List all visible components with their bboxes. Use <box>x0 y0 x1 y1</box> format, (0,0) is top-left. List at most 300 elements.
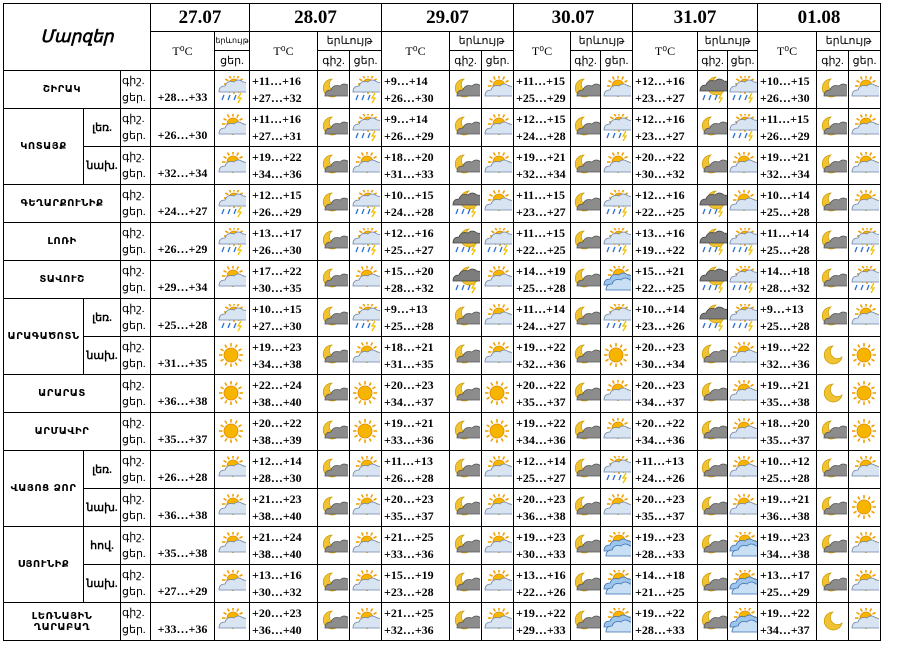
moon-cloud-icon <box>318 337 350 375</box>
weather-header: երևույթ <box>450 32 514 51</box>
sun-cloud-icon <box>849 527 881 565</box>
moon-cloud-icon <box>318 413 350 451</box>
moon-cloud-icon <box>450 299 482 337</box>
sun-cloud-rain-icon <box>849 261 881 299</box>
cloud-rain-icon <box>698 299 728 337</box>
temperature-range: +20…+23 +36…+38 <box>514 489 571 527</box>
sun-cloud-blue-icon <box>728 603 758 641</box>
moon-cloud-icon <box>817 489 849 527</box>
sun-cloud-rain-icon <box>215 185 250 223</box>
temperature-range: +20…+23 +30…+34 <box>633 337 698 375</box>
temperature-range: +19…+21 +32…+34 <box>514 147 571 185</box>
cloud-rain-icon <box>698 223 728 261</box>
region-name: ԱՐԱՐԱՏ <box>4 375 121 413</box>
night-day-labels: գիշ. ցեր. <box>121 565 151 603</box>
sun-icon <box>215 337 250 375</box>
moon-cloud-icon <box>571 489 601 527</box>
moon-cloud-icon <box>817 185 849 223</box>
sun-cloud-icon <box>849 71 881 109</box>
moon-cloud-icon <box>571 223 601 261</box>
sun-cloud-rain-icon <box>350 109 382 147</box>
sun-cloud-icon <box>601 489 633 527</box>
region-name: ՎԱՅՈՑ ՁՈՐ <box>4 451 84 527</box>
cloud-rain-icon <box>698 185 728 223</box>
day-header: ցեր. <box>350 50 382 70</box>
temp-header: T⁰C <box>514 32 571 71</box>
temperature-range: +12…+16 +25…+27 <box>382 223 450 261</box>
temperature-range: +11…+15 +23…+27 <box>514 185 571 223</box>
temperature-range: +11…+14 +24…+27 <box>514 299 571 337</box>
night-day-labels: գիշ. ցեր. <box>121 489 151 527</box>
moon-icon <box>817 603 849 641</box>
sun-cloud-rain-icon <box>849 223 881 261</box>
cloud-rain-icon <box>698 71 728 109</box>
moon-cloud-icon <box>817 527 849 565</box>
subregion-label: նախ. <box>84 565 121 603</box>
night-day-labels: գիշ. ցեր. <box>121 109 151 147</box>
cloud-rain-icon <box>698 261 728 299</box>
night-header: գիշ. <box>698 50 728 70</box>
temperature-range: +10…+15 +27…+30 <box>250 299 318 337</box>
moon-cloud-icon <box>571 299 601 337</box>
temperature-27: +24…+27 <box>151 185 215 223</box>
sun-cloud-blue-icon <box>601 261 633 299</box>
sun-cloud-rain-icon <box>215 299 250 337</box>
temperature-range: +15…+21 +22…+25 <box>633 261 698 299</box>
sun-cloud-icon <box>215 109 250 147</box>
temperature-range: +17…+22 +30…+35 <box>250 261 318 299</box>
sun-cloud-rain-icon <box>728 261 758 299</box>
moon-cloud-icon <box>318 489 350 527</box>
region-name: ԼԵՌՆԱՅԻՆ ՂԱՐԱԲԱՂ <box>4 603 121 641</box>
temperature-range: +14…+18 +28…+32 <box>758 261 817 299</box>
temperature-range: +19…+22 +32…+36 <box>758 337 817 375</box>
night-day-labels: գիշ. ցեր. <box>121 299 151 337</box>
day-header: ցեր. <box>482 50 514 70</box>
moon-cloud-icon <box>450 375 482 413</box>
sun-cloud-icon <box>601 375 633 413</box>
subregion-label: նախ. <box>84 147 121 185</box>
sun-cloud-icon <box>215 527 250 565</box>
temperature-range: +20…+22 +34…+36 <box>633 413 698 451</box>
temperature-range: +20…+22 +30…+32 <box>633 147 698 185</box>
date-header: 29.07 <box>382 4 514 32</box>
sun-cloud-blue-icon <box>728 565 758 603</box>
sun-cloud-icon <box>482 527 514 565</box>
moon-cloud-icon <box>817 299 849 337</box>
sun-cloud-icon <box>215 565 250 603</box>
sun-cloud-rain-icon <box>350 71 382 109</box>
night-header: գիշ. <box>450 50 482 70</box>
temperature-range: +20…+23 +35…+37 <box>382 489 450 527</box>
sun-cloud-icon <box>849 451 881 489</box>
moon-cloud-icon <box>318 603 350 641</box>
moon-cloud-icon <box>817 71 849 109</box>
sun-cloud-rain-icon <box>482 223 514 261</box>
temp-header: T⁰C <box>758 32 817 71</box>
temperature-range: +9…+13 +25…+28 <box>758 299 817 337</box>
sun-cloud-icon <box>728 413 758 451</box>
moon-cloud-icon <box>571 185 601 223</box>
night-day-labels: գիշ. ցեր. <box>121 375 151 413</box>
temperature-range: +20…+23 +35…+37 <box>633 489 698 527</box>
moon-cloud-icon <box>817 109 849 147</box>
sun-cloud-icon <box>482 109 514 147</box>
weather-header: երևույթ <box>571 32 633 51</box>
temperature-27: +25…+28 <box>151 299 215 337</box>
temperature-range: +13…+16 +30…+32 <box>250 565 318 603</box>
sun-cloud-icon <box>728 489 758 527</box>
sun-cloud-icon <box>482 71 514 109</box>
karabakh-table <box>3 602 881 641</box>
night-header: գիշ. <box>817 50 849 70</box>
sun-cloud-icon <box>215 603 250 641</box>
region-name: ԳԵՂԱՐՔՈՒՆԻՔ <box>4 185 121 223</box>
sun-cloud-icon <box>728 375 758 413</box>
sun-cloud-icon <box>728 337 758 375</box>
temperature-range: +11…+15 +22…+25 <box>514 223 571 261</box>
sun-icon <box>849 337 881 375</box>
sun-cloud-icon <box>849 147 881 185</box>
sun-cloud-rain-icon <box>728 299 758 337</box>
sun-cloud-rain-icon <box>601 223 633 261</box>
moon-cloud-icon <box>450 109 482 147</box>
sun-cloud-rain-icon <box>601 185 633 223</box>
temperature-range: +21…+24 +38…+40 <box>250 527 318 565</box>
sun-cloud-rain-icon <box>601 109 633 147</box>
sun-cloud-icon <box>482 451 514 489</box>
temp-header: T⁰C <box>151 32 215 71</box>
moon-cloud-icon <box>318 109 350 147</box>
sun-cloud-rain-icon <box>350 299 382 337</box>
temperature-range: +11…+16 +27…+32 <box>250 71 318 109</box>
moon-cloud-icon <box>698 413 728 451</box>
temperature-range: +11…+16 +27…+31 <box>250 109 318 147</box>
temperature-range: +12…+15 +26…+29 <box>250 185 318 223</box>
temperature-range: +18…+20 +31…+33 <box>382 147 450 185</box>
night-day-labels: գիշ. ցեր. <box>121 527 151 565</box>
temperature-range: +19…+22 +28…+33 <box>633 603 698 641</box>
temperature-range: +19…+21 +36…+38 <box>758 489 817 527</box>
cloud-rain-icon <box>450 261 482 299</box>
subregion-label: լեռ. <box>84 451 121 489</box>
temperature-27: +29…+34 <box>151 261 215 299</box>
moon-cloud-icon <box>817 451 849 489</box>
sun-cloud-icon <box>215 451 250 489</box>
temperature-range: +22…+24 +38…+40 <box>250 375 318 413</box>
weather-header: երևույթ <box>817 32 881 51</box>
sun-cloud-icon <box>215 261 250 299</box>
date-header: 01.08 <box>758 4 881 32</box>
night-day-labels: գիշ. ցեր. <box>121 413 151 451</box>
sun-cloud-icon <box>728 147 758 185</box>
forecast-table <box>3 3 881 603</box>
sun-cloud-icon <box>482 185 514 223</box>
weather-header: երևույթ <box>318 32 382 51</box>
moon-cloud-icon <box>450 337 482 375</box>
sun-icon <box>482 375 514 413</box>
temperature-range: +11…+14 +25…+28 <box>758 223 817 261</box>
sun-cloud-icon <box>350 527 382 565</box>
moon-cloud-icon <box>571 337 601 375</box>
sun-icon <box>350 375 382 413</box>
temperature-range: +19…+23 +28…+33 <box>633 527 698 565</box>
temperature-range: +20…+23 +36…+40 <box>250 603 318 641</box>
moon-cloud-icon <box>450 413 482 451</box>
sun-cloud-icon <box>482 603 514 641</box>
temperature-27: +31…+35 <box>151 337 215 375</box>
weather-header: երևույթ <box>215 32 250 51</box>
date-header: 30.07 <box>514 4 633 32</box>
moon-cloud-icon <box>318 223 350 261</box>
sun-cloud-icon <box>482 261 514 299</box>
temperature-range: +12…+15 +24…+28 <box>514 109 571 147</box>
temperature-range: +13…+16 +22…+26 <box>514 565 571 603</box>
moon-cloud-icon <box>571 375 601 413</box>
moon-cloud-icon <box>318 185 350 223</box>
sun-icon <box>215 375 250 413</box>
temperature-range: +19…+22 +34…+37 <box>758 603 817 641</box>
region-name: ԼՈՌԻ <box>4 223 121 261</box>
temperature-range: +13…+16 +19…+22 <box>633 223 698 261</box>
temperature-27: +35…+37 <box>151 413 215 451</box>
moon-cloud-icon <box>450 451 482 489</box>
sun-cloud-icon <box>849 299 881 337</box>
sun-cloud-icon <box>350 147 382 185</box>
moon-cloud-icon <box>817 261 849 299</box>
date-header: 28.07 <box>250 4 382 32</box>
sun-icon <box>849 489 881 527</box>
temperature-27: +26…+30 <box>151 109 215 147</box>
temperature-range: +12…+14 +28…+30 <box>250 451 318 489</box>
moon-cloud-icon <box>571 527 601 565</box>
temperature-27: +36…+38 <box>151 375 215 413</box>
region-name: ԿՈՏԱՅՔ <box>4 109 84 185</box>
temperature-27: +28…+33 <box>151 71 215 109</box>
sun-cloud-icon <box>350 261 382 299</box>
subregion-label: լեռ. <box>84 299 121 337</box>
moon-cloud-icon <box>450 71 482 109</box>
temperature-range: +10…+15 +26…+30 <box>758 71 817 109</box>
sun-cloud-icon <box>482 299 514 337</box>
sun-cloud-blue-icon <box>601 603 633 641</box>
moon-cloud-icon <box>698 147 728 185</box>
sun-cloud-icon <box>350 489 382 527</box>
temp-header: T⁰C <box>633 32 698 71</box>
moon-cloud-icon <box>817 565 849 603</box>
region-name: ԱՐԱԳԱԾՈՏՆ <box>4 299 84 375</box>
temperature-27: +33…+36 <box>151 603 215 641</box>
temperature-range: +14…+19 +25…+28 <box>514 261 571 299</box>
sun-cloud-icon <box>849 565 881 603</box>
temperature-range: +19…+22 +34…+36 <box>250 147 318 185</box>
regions-header: Մարզեր <box>4 4 151 71</box>
sun-cloud-rain-icon <box>601 451 633 489</box>
temperature-range: +11…+15 +25…+29 <box>514 71 571 109</box>
temperature-range: +10…+14 +23…+26 <box>633 299 698 337</box>
day-header: ցեր. <box>601 50 633 70</box>
sun-cloud-icon <box>350 603 382 641</box>
sun-icon <box>215 413 250 451</box>
temperature-range: +9…+14 +26…+30 <box>382 71 450 109</box>
sun-cloud-icon <box>350 565 382 603</box>
temperature-range: +19…+23 +34…+38 <box>758 527 817 565</box>
sun-icon <box>482 413 514 451</box>
temp-header: T⁰C <box>382 32 450 71</box>
night-day-labels: գիշ. ցեր. <box>121 147 151 185</box>
sun-cloud-icon <box>350 337 382 375</box>
temperature-range: +12…+16 +23…+27 <box>633 109 698 147</box>
temperature-range: +19…+22 +32…+36 <box>514 337 571 375</box>
sun-cloud-rain-icon <box>350 185 382 223</box>
moon-cloud-icon <box>817 147 849 185</box>
temperature-range: +12…+16 +23…+27 <box>633 71 698 109</box>
sun-cloud-blue-icon <box>728 527 758 565</box>
subregion-label: նախ. <box>84 337 121 375</box>
moon-cloud-icon <box>698 565 728 603</box>
sun-cloud-icon <box>350 451 382 489</box>
moon-cloud-icon <box>318 451 350 489</box>
cloud-rain-icon <box>450 223 482 261</box>
temperature-27: +32…+34 <box>151 147 215 185</box>
temperature-range: +21…+25 +33…+36 <box>382 527 450 565</box>
region-name: ՍՅՈՒՆԻՔ <box>4 527 84 603</box>
temperature-range: +19…+21 +32…+34 <box>758 147 817 185</box>
moon-cloud-icon <box>450 565 482 603</box>
sun-cloud-blue-icon <box>601 527 633 565</box>
temperature-27: +36…+38 <box>151 489 215 527</box>
moon-cloud-icon <box>698 489 728 527</box>
region-name: ԱՐՄԱՎԻՐ <box>4 413 121 451</box>
night-day-labels: գիշ. ցեր. <box>121 223 151 261</box>
moon-cloud-icon <box>698 109 728 147</box>
moon-cloud-icon <box>571 565 601 603</box>
moon-icon <box>817 337 849 375</box>
sun-cloud-icon <box>215 147 250 185</box>
sun-cloud-rain-icon <box>215 71 250 109</box>
sun-cloud-icon <box>849 603 881 641</box>
region-name: ՇԻՐԱԿ <box>4 71 121 109</box>
moon-cloud-icon <box>318 565 350 603</box>
temperature-range: +21…+25 +32…+36 <box>382 603 450 641</box>
moon-cloud-icon <box>571 71 601 109</box>
temperature-range: +19…+22 +34…+36 <box>514 413 571 451</box>
cloud-rain-icon <box>450 185 482 223</box>
temperature-range: +9…+13 +25…+28 <box>382 299 450 337</box>
moon-cloud-icon <box>571 451 601 489</box>
sun-cloud-rain-icon <box>601 299 633 337</box>
temperature-range: +13…+17 +26…+30 <box>250 223 318 261</box>
temperature-range: +19…+21 +33…+36 <box>382 413 450 451</box>
temperature-range: +10…+14 +25…+28 <box>758 185 817 223</box>
sun-cloud-icon <box>215 489 250 527</box>
temperature-range: +19…+23 +30…+33 <box>514 527 571 565</box>
moon-cloud-icon <box>318 147 350 185</box>
subregion-label: հով. <box>84 527 121 565</box>
temperature-range: +19…+23 +34…+38 <box>250 337 318 375</box>
sun-cloud-rain-icon <box>728 109 758 147</box>
moon-cloud-icon <box>318 261 350 299</box>
moon-cloud-icon <box>698 375 728 413</box>
moon-cloud-icon <box>698 337 728 375</box>
temperature-range: +20…+22 +38…+39 <box>250 413 318 451</box>
moon-cloud-icon <box>571 261 601 299</box>
temperature-range: +11…+13 +26…+28 <box>382 451 450 489</box>
temperature-range: +21…+23 +38…+40 <box>250 489 318 527</box>
night-header: գիշ. <box>318 50 350 70</box>
night-day-labels: գիշ. ցեր. <box>121 71 151 109</box>
temperature-range: +13…+17 +25…+29 <box>758 565 817 603</box>
date-header: 27.07 <box>151 4 250 32</box>
temperature-range: +18…+21 +31…+35 <box>382 337 450 375</box>
moon-cloud-icon <box>571 109 601 147</box>
night-header: գիշ. <box>571 50 601 70</box>
moon-cloud-icon <box>698 451 728 489</box>
region-name: ՏԱՎՈՒՇ <box>4 261 121 299</box>
date-header: 31.07 <box>633 4 758 32</box>
weather-header: երևույթ <box>698 32 758 51</box>
temperature-range: +19…+21 +35…+38 <box>758 375 817 413</box>
temperature-range: +15…+19 +23…+28 <box>382 565 450 603</box>
temperature-27: +26…+28 <box>151 451 215 489</box>
day-header: ցեր. <box>215 50 250 70</box>
sun-icon <box>350 413 382 451</box>
temperature-range: +12…+16 +22…+25 <box>633 185 698 223</box>
sun-icon <box>601 337 633 375</box>
subregion-label: լեռ. <box>84 109 121 147</box>
sun-cloud-icon <box>482 489 514 527</box>
temperature-range: +15…+20 +28…+32 <box>382 261 450 299</box>
night-day-labels: գիշ. ցեր. <box>121 451 151 489</box>
temperature-range: +12…+14 +25…+27 <box>514 451 571 489</box>
sun-cloud-blue-icon <box>601 565 633 603</box>
moon-icon <box>817 375 849 413</box>
temperature-range: +20…+22 +35…+37 <box>514 375 571 413</box>
night-day-labels: գիշ. ցեր. <box>121 261 151 299</box>
temperature-range: +19…+22 +29…+33 <box>514 603 571 641</box>
moon-cloud-icon <box>698 603 728 641</box>
sun-cloud-icon <box>482 565 514 603</box>
moon-cloud-icon <box>571 603 601 641</box>
temperature-range: +20…+23 +34…+37 <box>382 375 450 413</box>
temp-header: T⁰C <box>250 32 318 71</box>
temperature-range: +18…+20 +35…+37 <box>758 413 817 451</box>
moon-cloud-icon <box>571 147 601 185</box>
moon-cloud-icon <box>450 603 482 641</box>
sun-cloud-icon <box>601 147 633 185</box>
moon-cloud-icon <box>450 147 482 185</box>
night-day-labels: գիշ. ցեր. <box>121 603 151 641</box>
sun-cloud-icon <box>482 147 514 185</box>
moon-cloud-icon <box>318 299 350 337</box>
moon-cloud-icon <box>817 223 849 261</box>
night-day-labels: գիշ. ցեր. <box>121 337 151 375</box>
moon-cloud-icon <box>318 71 350 109</box>
temperature-range: +10…+12 +25…+28 <box>758 451 817 489</box>
temperature-range: +11…+15 +26…+29 <box>758 109 817 147</box>
temperature-range: +20…+23 +34…+37 <box>633 375 698 413</box>
sun-cloud-icon <box>849 109 881 147</box>
subregion-label: նախ. <box>84 489 121 527</box>
sun-cloud-icon <box>601 71 633 109</box>
temperature-27: +26…+29 <box>151 223 215 261</box>
sun-icon <box>849 375 881 413</box>
moon-cloud-icon <box>318 375 350 413</box>
sun-cloud-icon <box>728 185 758 223</box>
sun-cloud-icon <box>728 451 758 489</box>
sun-icon <box>849 413 881 451</box>
moon-cloud-icon <box>318 527 350 565</box>
